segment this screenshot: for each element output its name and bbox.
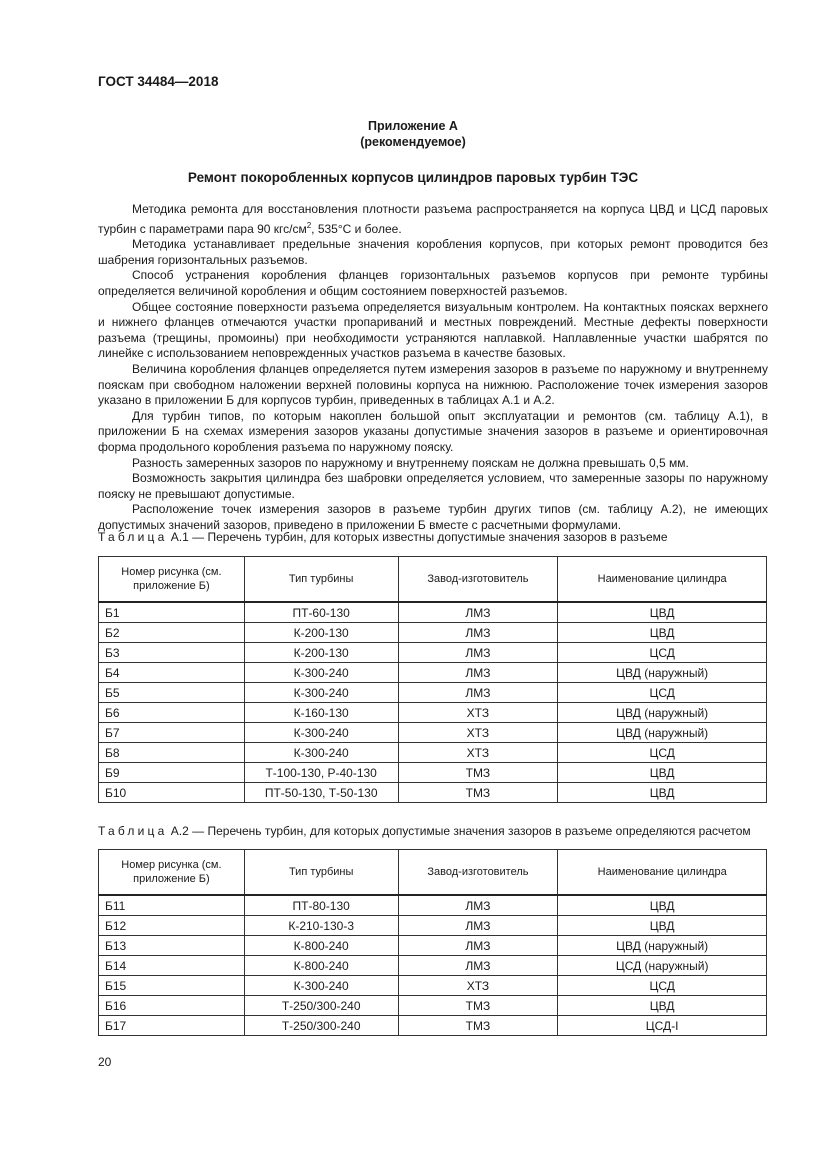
table-cell: Т-100-130, Р-40-130: [244, 763, 398, 783]
annex-heading: [0, 118, 826, 150]
table-cell: ЛМЗ: [398, 663, 558, 683]
table-cell: ПТ-80-130: [244, 895, 398, 916]
table-cell: ПТ-60-130: [244, 602, 398, 623]
table-a2: [98, 849, 767, 1036]
paragraph: Общее состояние поверхности разъема определяется визуальным контролем. На контактных поясках верхнего и нижнего фланцев отмечаются участки пропариваний и местных повреждений. Местные дефекты поверхности разъема (трещины, промоины) при необходимости устраняются наплавкой. Наплавленные участки шабрятся по линейке с использованием неповрежденных участков разъема в качестве базовых.: [98, 299, 768, 361]
table-cell: ЦВД: [558, 623, 767, 643]
table-cell: ЦВД: [558, 763, 767, 783]
table-cell: К-800-240: [244, 936, 398, 956]
table-cell: Б14: [99, 956, 245, 976]
table-cell: К-800-240: [244, 956, 398, 976]
table-row: [99, 743, 767, 763]
table-label: Таблица: [98, 824, 168, 838]
table-a1: [98, 556, 767, 803]
section-title: Ремонт покоробленных корпусов цилиндров паровых турбин ТЭС: [187, 170, 639, 185]
column-header: Номер рисунка (см. приложение Б): [99, 850, 245, 896]
table-cell: ПТ-50-130, Т-50-130: [244, 783, 398, 803]
table-cell: ТМЗ: [398, 1016, 558, 1036]
table-row: [99, 683, 767, 703]
table-cell: Б8: [99, 743, 245, 763]
paragraph: Для турбин типов, по которым накоплен большой опыт эксплуатации и ремонтов (см. таблицу А.1), в приложении Б на схемах измерения зазоров указаны допустимые значения зазоров в разъеме и ориентировочная форма продольного коробления разъема по наружному пояску.: [98, 408, 768, 454]
paragraph: Разность замеренных зазоров по наружному и внутреннему пояскам не должна превышать 0,5 мм.: [132, 455, 689, 470]
table-row: [99, 956, 767, 976]
column-header: Наименование цилиндра: [558, 850, 767, 896]
table-row: [99, 976, 767, 996]
table-row: [99, 723, 767, 743]
paragraph: Методика ремонта для восстановления плотности разъема распространяется на корпуса ЦВД и ЦСД паровых турбин с параметрами пара 90 кгс/$см^2$, 535°С и более.: [98, 202, 768, 236]
table-cell: Б4: [99, 663, 245, 683]
body-text: [98, 202, 768, 533]
table-cell: ЦВД (наружный): [558, 936, 767, 956]
table-cell: ЦВД: [558, 602, 767, 623]
table-cell: К-300-240: [244, 663, 398, 683]
table-cell: ЦСД: [558, 643, 767, 663]
column-header: Завод-изготовитель: [398, 557, 558, 603]
table-cell: Б11: [99, 895, 245, 916]
column-header: Номер рисунка (см. приложение Б): [99, 557, 245, 603]
table-row: [99, 623, 767, 643]
table-cell: ТМЗ: [398, 996, 558, 1016]
table-cell: ЦСД: [558, 683, 767, 703]
table-row: [99, 936, 767, 956]
table-cell: ТМЗ: [398, 763, 558, 783]
table-cell: ЛМЗ: [398, 916, 558, 936]
table-cell: ЛМЗ: [398, 936, 558, 956]
table-cell: Б2: [99, 623, 245, 643]
table-cell: ТМЗ: [398, 783, 558, 803]
table-cell: ЦВД: [558, 895, 767, 916]
table-row: [99, 916, 767, 936]
page-number: 20: [98, 1055, 112, 1069]
column-header: Наименование цилиндра: [558, 557, 767, 603]
table-row: [99, 703, 767, 723]
table-cell: Б7: [99, 723, 245, 743]
table-cell: К-200-130: [244, 623, 398, 643]
paragraph: Способ устранения коробления фланцев горизонтальных разъемов корпусов при ремонте турбины определяется величиной коробления и общим состоянием поверхностей разъемов.: [98, 268, 768, 298]
paragraph: Возможность закрытия цилиндра без шабровки определяется условием, что замеренные зазоры по наружному пояску не превышают допустимые.: [98, 471, 768, 501]
table-cell: К-300-240: [244, 723, 398, 743]
table-cell: ЦВД (наружный): [558, 703, 767, 723]
annex-title: Приложение А: [368, 119, 458, 133]
table-cell: Т-250/300-240: [244, 1016, 398, 1036]
column-header: Тип турбины: [244, 850, 398, 896]
table-cell: ЦСД: [558, 976, 767, 996]
table-cell: Б9: [99, 763, 245, 783]
column-header: Тип турбины: [244, 557, 398, 603]
table-cell: Б17: [99, 1016, 245, 1036]
table-cell: Б3: [99, 643, 245, 663]
table-cell: К-210-130-3: [244, 916, 398, 936]
table-cell: Б13: [99, 936, 245, 956]
table-cell: Б15: [99, 976, 245, 996]
table-cell: ХТЗ: [398, 976, 558, 996]
paragraph: Величина коробления фланцев определяется путем измерения зазоров в разъеме по наружному и внутреннему пояскам при свободном наложении верхней половины корпуса на нижнюю. Расположение точек измерения зазоров указано в приложении Б для корпусов турбин, приведенных в таблицах А.1 и А.2.: [98, 361, 768, 408]
table-cell: Б1: [99, 602, 245, 623]
column-header: Завод-изготовитель: [398, 850, 558, 896]
table-header-row: [99, 850, 767, 896]
table-cell: ХТЗ: [398, 703, 558, 723]
table-cell: ЦСД-I: [558, 1016, 767, 1036]
table-cell: ЛМЗ: [398, 683, 558, 703]
table-cell: Б5: [99, 683, 245, 703]
table-row: [99, 783, 767, 803]
document-header: ГОСТ 34484—2018: [98, 74, 219, 89]
table-row: [99, 763, 767, 783]
paragraph: Методика устанавливает предельные значения коробления корпусов, при которых ремонт проводится без шабрения горизонтальных разъемов.: [98, 237, 768, 267]
table-cell: Т-250/300-240: [244, 996, 398, 1016]
table-cell: ЛМЗ: [398, 895, 558, 916]
table-a1-caption: Таблица А.1 — Перечень турбин, для которых известны допустимые значения зазоров в разъеме: [98, 530, 668, 544]
table-row: [99, 602, 767, 623]
table-cell: ЦВД: [558, 996, 767, 1016]
table-cell: К-300-240: [244, 683, 398, 703]
table-a2-caption: Таблица А.2 — Перечень турбин, для которых допустимые значения зазоров в разъеме определяются расчетом: [98, 824, 751, 838]
table-cell: ХТЗ: [398, 743, 558, 763]
table-cell: ЦСД: [558, 743, 767, 763]
table-row: [99, 1016, 767, 1036]
table-cell: Б6: [99, 703, 245, 723]
table-cell: ЦВД (наружный): [558, 723, 767, 743]
table-cell: К-300-240: [244, 976, 398, 996]
table-cell: ЛМЗ: [398, 956, 558, 976]
table-cell: ЛМЗ: [398, 623, 558, 643]
table-cell: ЦВД: [558, 783, 767, 803]
table-cell: ЦСД (наружный): [558, 956, 767, 976]
paragraph: Расположение точек измерения зазоров в разъеме турбин других типов (см. таблицу А.2), не имеющих допустимых значений зазоров, приведено в приложении Б вместе с расчетными формулами.: [98, 502, 768, 532]
annex-subtitle: (рекомендуемое): [360, 135, 466, 149]
table-cell: Б12: [99, 916, 245, 936]
table-label: Таблица: [98, 530, 168, 544]
table-cell: ХТЗ: [398, 723, 558, 743]
table-row: [99, 895, 767, 916]
table-cell: Б16: [99, 996, 245, 1016]
table-row: [99, 643, 767, 663]
table-cell: ЛМЗ: [398, 602, 558, 623]
table-cell: Б10: [99, 783, 245, 803]
table-header-row: [99, 557, 767, 603]
table-cell: К-160-130: [244, 703, 398, 723]
table-cell: К-200-130: [244, 643, 398, 663]
table-row: [99, 996, 767, 1016]
table-cell: ЛМЗ: [398, 643, 558, 663]
table-row: [99, 663, 767, 683]
table-cell: К-300-240: [244, 743, 398, 763]
table-cell: ЦВД (наружный): [558, 663, 767, 683]
table-cell: ЦВД: [558, 916, 767, 936]
